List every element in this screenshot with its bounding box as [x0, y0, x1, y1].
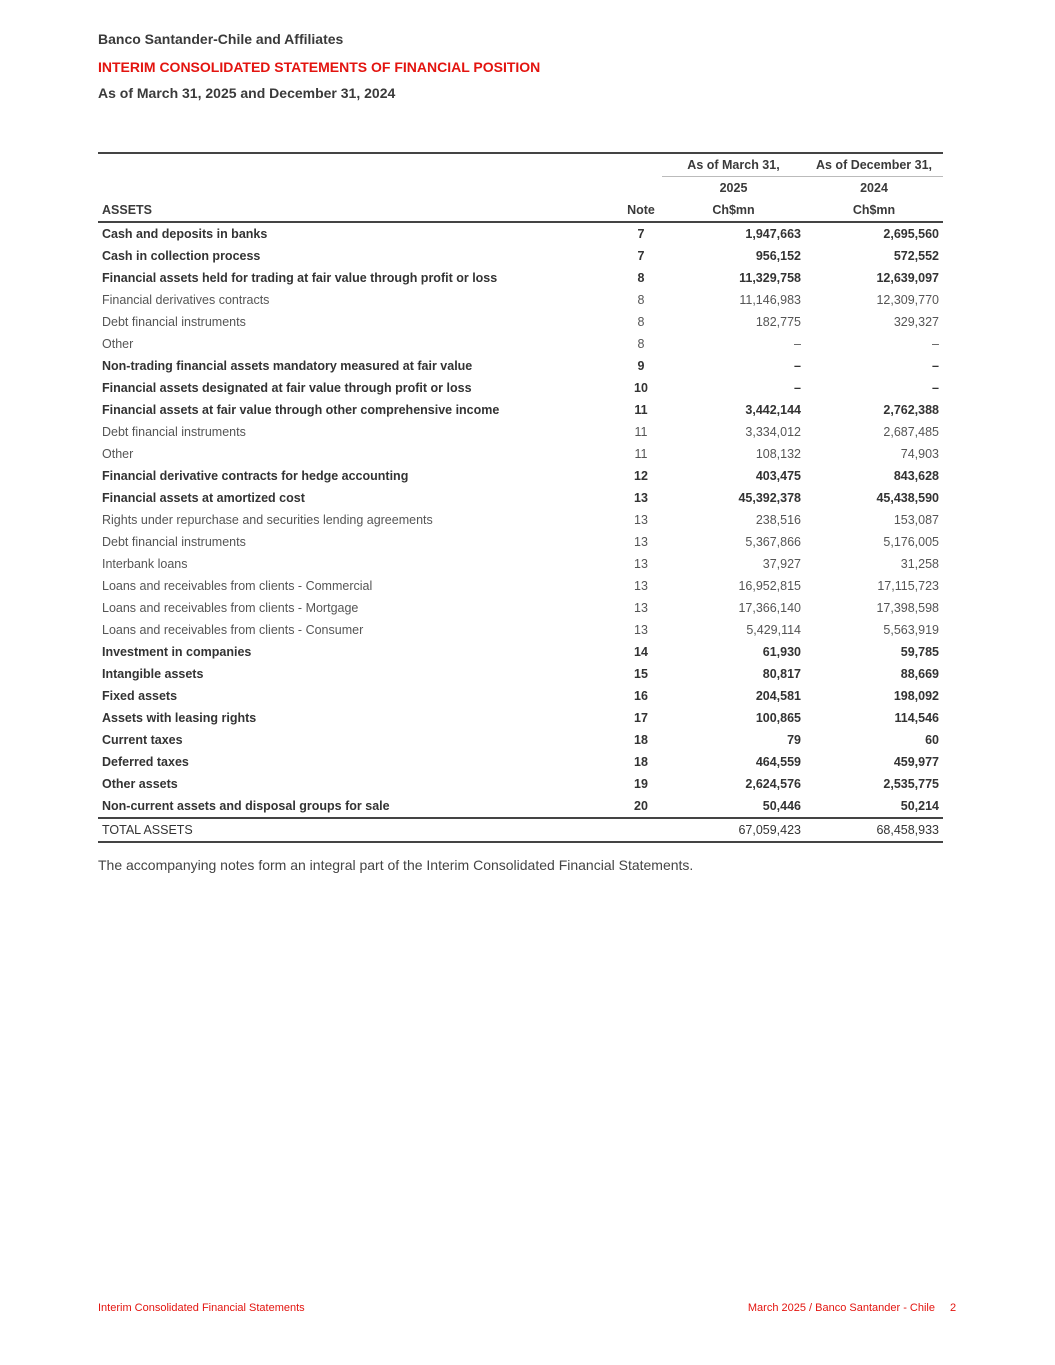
row-note: 14: [634, 645, 648, 659]
table-row: [98, 685, 943, 707]
row-note: 11: [634, 425, 648, 439]
row-label: Investment in companies: [102, 645, 252, 659]
table-body: [98, 222, 943, 818]
row-value-2024: 843,628: [893, 469, 939, 483]
row-value-2024: 12,639,097: [876, 271, 939, 285]
row-label: Non-trading financial assets mandatory measured at fair value: [102, 359, 473, 373]
table-row: [98, 465, 943, 487]
row-value-2025: 464,559: [755, 755, 801, 769]
row-label: Non-current assets and disposal groups for sale: [98, 795, 620, 818]
row-value-2024: –: [932, 381, 939, 395]
row-label: Interbank loans: [102, 557, 188, 571]
column-header-period-2: As of December 31,: [805, 153, 943, 177]
row-label: Debt financial instruments: [102, 315, 246, 329]
table-row: [98, 575, 943, 597]
row-value-2025: 3,334,012: [745, 425, 801, 439]
row-note: 20: [620, 795, 662, 818]
row-label: Debt financial instruments: [102, 425, 246, 439]
row-value-2025: 80,817: [762, 667, 801, 681]
row-label: Current taxes: [102, 733, 183, 747]
row-value-2024: 59,785: [900, 645, 939, 659]
table-row: [98, 443, 943, 465]
row-value-2025: 11,329,758: [739, 271, 801, 285]
total-value-2024: 68,458,933: [805, 818, 943, 842]
row-value-2024: 17,115,723: [877, 579, 939, 593]
row-value-2025: 100,865: [755, 711, 801, 725]
row-note: 12: [634, 469, 648, 483]
column-header-period-1: As of March 31,: [662, 153, 805, 177]
row-value-2024: 153,087: [893, 513, 939, 527]
total-value-2025: 67,059,423: [662, 818, 805, 842]
row-note: 13: [634, 513, 648, 527]
footer-document-title: Interim Consolidated Financial Statements: [98, 1302, 305, 1314]
row-label: Assets with leasing rights: [102, 711, 257, 725]
row-label: Other assets: [102, 777, 178, 791]
row-note: 8: [637, 293, 645, 307]
row-value-2025: 61,930: [762, 645, 801, 659]
row-label: Fixed assets: [102, 689, 178, 703]
row-value-2024: 74,903: [900, 447, 939, 461]
statement-title: INTERIM CONSOLIDATED STATEMENTS OF FINANCIAL POSITION: [98, 59, 541, 75]
row-value-2024: 198,092: [893, 689, 939, 703]
row-value-2024: 5,176,005: [883, 535, 939, 549]
row-note: 8: [637, 337, 645, 351]
table-row: [98, 311, 943, 333]
row-value-2024: 60: [925, 733, 939, 747]
table-row: [98, 597, 943, 619]
table-row: [98, 509, 943, 531]
row-value-2025: 16,952,815: [738, 579, 801, 593]
row-label: Intangible assets: [102, 667, 204, 681]
row-value-2025: 79: [787, 733, 801, 747]
table-row: [98, 663, 943, 685]
row-value-2025: 182,775: [755, 315, 801, 329]
row-label: Other: [102, 337, 134, 351]
total-assets-row: [98, 818, 943, 842]
column-header-year-1: 2025: [719, 181, 748, 195]
row-value-2025: 1,947,663: [745, 227, 801, 241]
total-note: [620, 818, 662, 842]
table-row: [98, 707, 943, 729]
row-note: 11: [634, 403, 648, 417]
row-label: Deferred taxes: [102, 755, 189, 769]
row-note: 17: [634, 711, 648, 725]
table-row: [98, 619, 943, 641]
table-row: [98, 355, 943, 377]
row-value-2024: –: [932, 337, 939, 351]
table-row: [98, 641, 943, 663]
table-row: [98, 487, 943, 509]
row-value-2024: 459,977: [893, 755, 939, 769]
page-number: 2: [950, 1302, 957, 1314]
row-label: Financial derivative contracts for hedge accounting: [102, 469, 409, 483]
row-value-2025: 37,927: [762, 557, 801, 571]
table-row: [98, 421, 943, 443]
row-label: Cash and deposits in banks: [102, 227, 268, 241]
column-header-note: Note: [620, 199, 662, 222]
row-label: Loans and receivables from clients - Commercial: [102, 579, 373, 593]
row-value-2024: 572,552: [893, 249, 939, 263]
row-label: Financial derivatives contracts: [102, 293, 270, 307]
row-note: 13: [634, 535, 648, 549]
row-note: 13: [634, 491, 648, 505]
table-row: [98, 222, 943, 245]
footnote: The accompanying notes form an integral part of the Interim Consolidated Financial Statements.: [98, 857, 694, 873]
row-note: 19: [634, 777, 648, 791]
row-value-2024: –: [932, 359, 939, 373]
row-value-2025: 2,624,576: [745, 777, 801, 791]
row-note: 13: [634, 579, 648, 593]
table-row: [98, 245, 943, 267]
row-note: 13: [634, 601, 648, 615]
row-value-2025: 45,392,378: [738, 491, 801, 505]
table-row: [98, 333, 943, 355]
column-header-year-2: 2024: [860, 181, 888, 195]
row-label: Financial assets at fair value through other comprehensive income: [102, 403, 500, 417]
table-row: [98, 377, 943, 399]
row-value-2024: 5,563,919: [883, 623, 939, 637]
row-value-2024: 45,438,590: [876, 491, 939, 505]
table-row: [98, 399, 943, 421]
column-header-unit-1: Ch$mn: [662, 199, 805, 222]
table-row: [98, 289, 943, 311]
column-header-unit-2: Ch$mn: [805, 199, 943, 222]
row-note: 7: [637, 227, 645, 241]
row-value-2024: 2,695,560: [883, 227, 939, 241]
total-label: TOTAL ASSETS: [98, 818, 620, 842]
row-value-2025: –: [794, 337, 801, 351]
row-label: Loans and receivables from clients - Mortgage: [102, 601, 359, 615]
row-label: Loans and receivables from clients - Consumer: [102, 623, 364, 637]
row-label: Financial assets at amortized cost: [102, 491, 305, 505]
row-note: 16: [634, 689, 648, 703]
row-value-2025: 11,146,983: [739, 293, 801, 307]
statement-date: As of March 31, 2025 and December 31, 2024: [98, 85, 396, 101]
row-value-2025: –: [794, 381, 801, 395]
row-value-2024: 31,258: [900, 557, 939, 571]
row-value-2025: 5,367,866: [745, 535, 801, 549]
row-label: Rights under repurchase and securities lending agreements: [102, 513, 433, 527]
row-note: 8: [637, 315, 645, 329]
row-label: Cash in collection process: [102, 249, 261, 263]
footer-period-bank: March 2025 / Banco Santander - Chile: [747, 1302, 935, 1314]
row-label: Financial assets designated at fair value through profit or loss: [102, 381, 472, 395]
row-value-2025: 17,366,140: [738, 601, 801, 615]
row-value-2024: 17,398,598: [876, 601, 939, 615]
row-value-2025: 403,475: [755, 469, 801, 483]
company-name: Banco Santander-Chile and Affiliates: [98, 31, 344, 47]
row-note: 10: [634, 381, 648, 395]
row-value-2025: 204,581: [755, 689, 801, 703]
row-value-2025: 3,442,144: [745, 403, 801, 417]
row-note: 15: [634, 667, 648, 681]
row-note: 11: [634, 447, 648, 461]
row-label: Debt financial instruments: [102, 535, 246, 549]
row-note: 9: [637, 359, 645, 373]
row-note: 13: [634, 557, 648, 571]
row-label: Financial assets held for trading at fair value through profit or loss: [102, 271, 498, 285]
table-row: [98, 267, 943, 289]
row-value-2024: 50,214: [805, 795, 943, 818]
row-value-2025: 238,516: [755, 513, 801, 527]
row-value-2025: 50,446: [662, 795, 805, 818]
table-row: [98, 773, 943, 795]
row-value-2025: 956,152: [755, 249, 801, 263]
row-value-2024: 329,327: [893, 315, 939, 329]
section-label-assets: ASSETS: [98, 199, 620, 222]
row-value-2025: 108,132: [755, 447, 801, 461]
row-value-2024: 2,762,388: [883, 403, 939, 417]
table-row: [98, 553, 943, 575]
table-row: [98, 751, 943, 773]
row-note: 8: [637, 271, 645, 285]
row-label: Other: [102, 447, 134, 461]
table-row: [98, 531, 943, 553]
row-note: 18: [634, 733, 648, 747]
row-value-2024: 114,546: [894, 711, 939, 725]
row-value-2025: –: [794, 359, 801, 373]
row-value-2024: 88,669: [900, 667, 939, 681]
row-value-2024: 2,535,775: [883, 777, 939, 791]
row-note: 18: [634, 755, 648, 769]
table-row: [98, 729, 943, 751]
row-value-2025: 5,429,114: [746, 623, 801, 637]
row-note: 7: [637, 249, 645, 263]
row-value-2024: 12,309,770: [876, 293, 939, 307]
table-row: [98, 795, 943, 818]
row-note: 13: [634, 623, 648, 637]
row-value-2024: 2,687,485: [883, 425, 939, 439]
financial-position-table: [98, 152, 943, 843]
